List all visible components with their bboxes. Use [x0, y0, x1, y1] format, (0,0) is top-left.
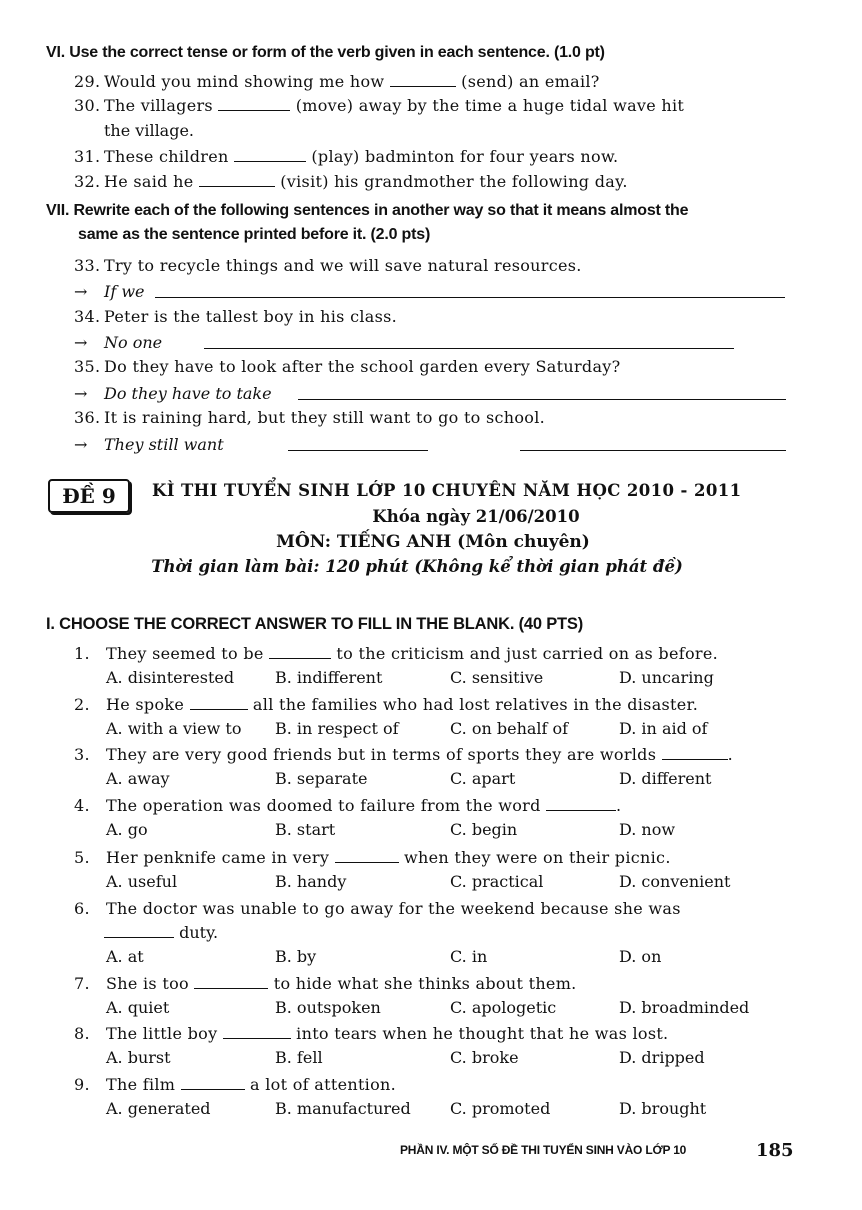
- question-32: 32. He said he (visit) his grandmother the following day.: [74, 172, 628, 191]
- question-36: 36. It is raining hard, but they still want to go to school.: [74, 408, 546, 427]
- exam-time: Thời gian làm bài: 120 phút (Không kể thời gian phát đề): [151, 557, 683, 576]
- option-c[interactable]: C. in: [450, 947, 488, 966]
- answer-blank[interactable]: [546, 796, 616, 811]
- exam-label-badge: ĐỀ 9: [48, 479, 130, 513]
- section-7-title: VII. Rewrite each of the following sentences in another way so that it means almost the same as the sentence printed before it. (2.0 pts): [46, 202, 689, 243]
- answer-blank[interactable]: [190, 695, 248, 710]
- question-6-continued: duty.: [104, 923, 218, 942]
- option-b[interactable]: B. manufactured: [275, 1099, 411, 1118]
- question-9: 9. The film a lot of attention.: [74, 1075, 397, 1094]
- option-a[interactable]: A. with a view to: [106, 719, 242, 738]
- option-a[interactable]: A. at: [106, 947, 144, 966]
- arrow-icon: →: [74, 384, 88, 403]
- option-d[interactable]: D. convenient: [619, 872, 731, 891]
- answer-blank-36a[interactable]: [288, 449, 428, 451]
- exam-subject: MÔN: TIẾNG ANH (Môn chuyên): [276, 532, 590, 552]
- question-3: 3. They are very good friends but in terms of sports they are worlds .: [74, 745, 734, 764]
- question-30-continued: the village.: [104, 121, 195, 140]
- option-c[interactable]: C. begin: [450, 820, 518, 839]
- answer-line-33: → If we: [74, 282, 145, 301]
- option-b[interactable]: B. indifferent: [275, 668, 383, 687]
- option-a[interactable]: A. useful: [106, 872, 178, 891]
- option-d[interactable]: D. uncaring: [619, 668, 714, 687]
- option-a[interactable]: A. generated: [106, 1099, 211, 1118]
- question-6: 6. The doctor was unable to go away for the weekend because she was: [74, 899, 681, 918]
- question-34: 34. Peter is the tallest boy in his class.: [74, 307, 398, 326]
- section-1-title: I. CHOOSE THE CORRECT ANSWER TO FILL IN THE BLANK. (40 PTS): [46, 615, 584, 633]
- answer-blank-36b[interactable]: [520, 449, 786, 451]
- option-c[interactable]: C. apologetic: [450, 998, 557, 1017]
- answer-blank[interactable]: [194, 974, 268, 989]
- option-b[interactable]: B. handy: [275, 872, 347, 891]
- option-d[interactable]: D. broadminded: [619, 998, 750, 1017]
- option-c[interactable]: C. broke: [450, 1048, 519, 1067]
- answer-blank[interactable]: [335, 848, 399, 863]
- question-8: 8. The little boy into tears when he thought that he was lost.: [74, 1024, 669, 1043]
- option-d[interactable]: D. in aid of: [619, 719, 708, 738]
- answer-blank-34[interactable]: [204, 347, 734, 349]
- option-c[interactable]: C. sensitive: [450, 668, 544, 687]
- footer-text: PHẦN IV. MỘT SỐ ĐỀ THI TUYỂN SINH VÀO LỚP 10: [400, 1143, 687, 1157]
- option-c[interactable]: C. promoted: [450, 1099, 551, 1118]
- option-c[interactable]: C. on behalf of: [450, 719, 569, 738]
- answer-blank[interactable]: [662, 745, 728, 760]
- question-5: 5. Her penknife came in very when they were on their picnic.: [74, 848, 671, 867]
- option-a[interactable]: A. disinterested: [106, 668, 235, 687]
- option-c[interactable]: C. practical: [450, 872, 544, 891]
- option-a[interactable]: A. burst: [106, 1048, 171, 1067]
- option-a[interactable]: A. away: [106, 769, 170, 788]
- answer-blank-35[interactable]: [298, 398, 786, 400]
- question-2: 2. He spoke all the families who had lost relatives in the disaster.: [74, 695, 699, 714]
- option-b[interactable]: B. in respect of: [275, 719, 399, 738]
- arrow-icon: →: [74, 333, 88, 352]
- answer-blank[interactable]: [181, 1075, 245, 1090]
- option-b[interactable]: B. by: [275, 947, 317, 966]
- option-b[interactable]: B. start: [275, 820, 336, 839]
- option-d[interactable]: D. dripped: [619, 1048, 705, 1067]
- option-b[interactable]: B. separate: [275, 769, 368, 788]
- section-6-title: VI. Use the correct tense or form of the verb given in each sentence. (1.0 pt): [46, 44, 605, 61]
- answer-blank[interactable]: [104, 923, 174, 938]
- question-31: 31. These children (play) badminton for four years now.: [74, 147, 619, 166]
- answer-blank-33[interactable]: [155, 296, 785, 298]
- option-d[interactable]: D. different: [619, 769, 712, 788]
- option-a[interactable]: A. quiet: [106, 998, 170, 1017]
- page-number: 185: [756, 1140, 794, 1161]
- answer-blank[interactable]: [223, 1024, 291, 1039]
- option-d[interactable]: D. on: [619, 947, 662, 966]
- question-1: 1. They seemed to be to the criticism and just carried on as before.: [74, 644, 718, 663]
- question-33: 33. Try to recycle things and we will save natural resources.: [74, 256, 582, 275]
- option-c[interactable]: C. apart: [450, 769, 516, 788]
- question-29: 29. Would you mind showing me how (send) an email?: [74, 72, 600, 91]
- arrow-icon: →: [74, 435, 88, 454]
- question-35: 35. Do they have to look after the school garden every Saturday?: [74, 357, 621, 376]
- option-d[interactable]: D. brought: [619, 1099, 707, 1118]
- answer-line-35: → Do they have to take: [74, 384, 272, 403]
- answer-blank[interactable]: [269, 644, 331, 659]
- arrow-icon: →: [74, 282, 88, 301]
- answer-line-36: → They still want: [74, 435, 224, 454]
- answer-line-34: → No one: [74, 333, 163, 352]
- option-d[interactable]: D. now: [619, 820, 676, 839]
- exam-title: KÌ THI TUYỂN SINH LỚP 10 CHUYÊN NĂM HỌC 2010 - 2011: [152, 481, 742, 500]
- option-b[interactable]: B. outspoken: [275, 998, 381, 1017]
- option-a[interactable]: A. go: [106, 820, 148, 839]
- exam-date: Khóa ngày 21/06/2010: [372, 507, 580, 526]
- question-30: 30. The villagers (move) away by the time a huge tidal wave hit: [74, 96, 685, 115]
- question-4: 4. The operation was doomed to failure from the word .: [74, 796, 622, 815]
- question-7: 7. She is too to hide what she thinks about them.: [74, 974, 577, 993]
- option-b[interactable]: B. fell: [275, 1048, 323, 1067]
